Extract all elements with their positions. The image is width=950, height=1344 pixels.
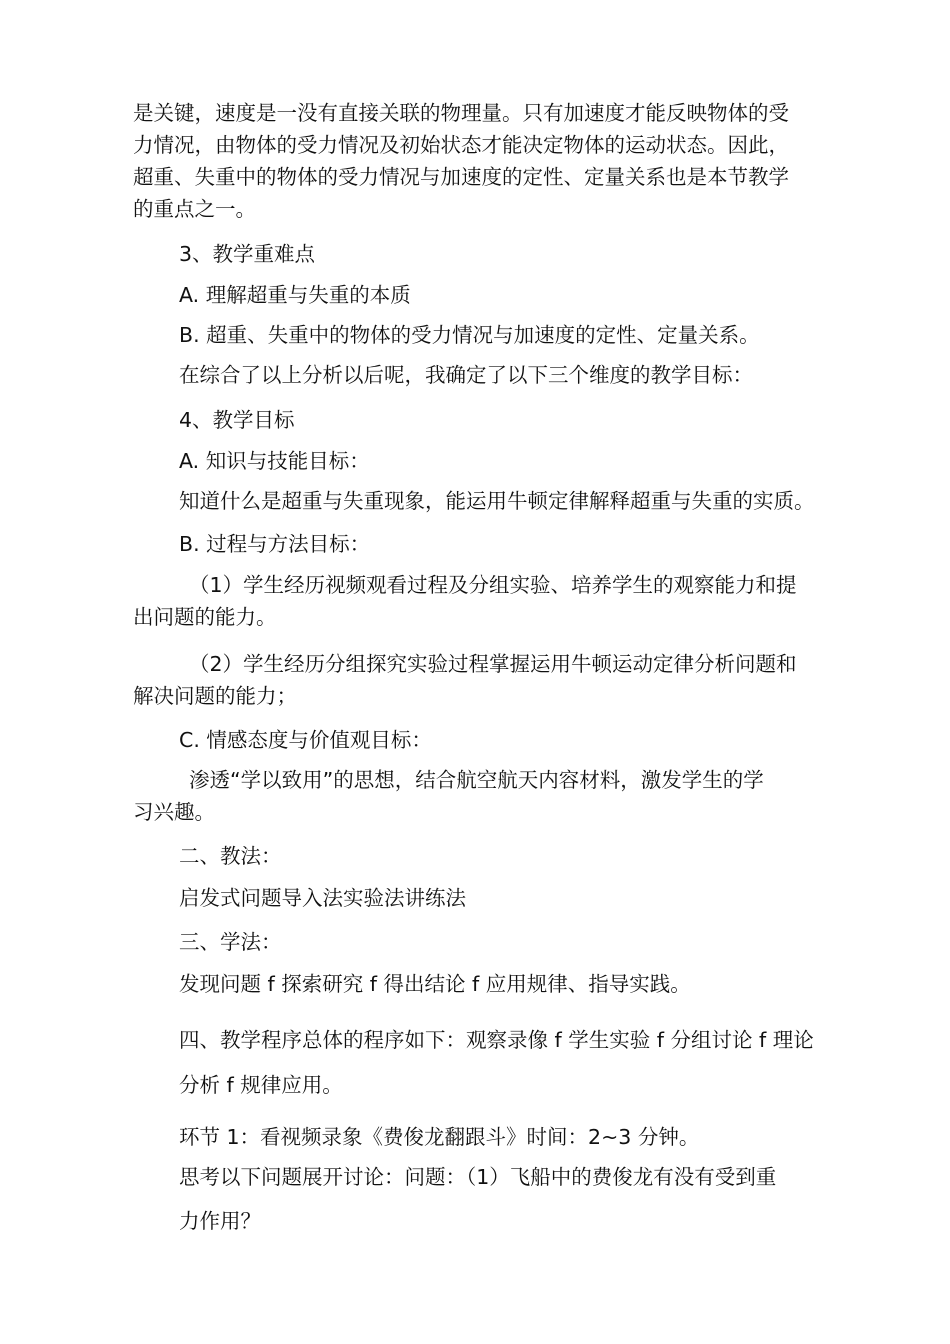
intro-line-4: 的重点之一。 xyxy=(133,197,256,221)
intro-line-1: 是关键，速度是一没有直接关联的物理量。只有加速度才能反映物体的受 xyxy=(133,101,789,125)
goal-c-line-2: 习兴趣。 xyxy=(133,800,215,824)
learning-method-heading: 三、学法： xyxy=(179,930,282,954)
difficulty-item-a: A. 理解超重与失重的本质 xyxy=(179,283,411,307)
goal-b-title: B. 过程与方法目标： xyxy=(179,532,371,556)
goal-a-text: 知道什么是超重与失重现象，能运用牛顿定律解释超重与失重的实质。 xyxy=(179,489,815,513)
procedure-line-2: 分析 f 规律应用。 xyxy=(179,1073,343,1097)
goal-b1-line-2: 出问题的能力。 xyxy=(133,605,277,629)
teaching-method-text: 启发式问题导入法实验法讲练法 xyxy=(179,886,466,910)
goal-b1-line-1: （1）学生经历视频观看过程及分组实验、培养学生的观察能力和提 xyxy=(189,573,797,597)
goal-c-line-1: 渗透“学以致用”的思想，结合航空航天内容材料，激发学生的学 xyxy=(189,768,764,792)
goal-a-title: A. 知识与技能目标： xyxy=(179,449,370,473)
goals-transition: 在综合了以上分析以后呢，我确定了以下三个维度的教学目标： xyxy=(179,363,753,387)
teaching-method-heading: 二、教法： xyxy=(179,844,282,868)
difficulty-item-b: B. 超重、失重中的物体的受力情况与加速度的定性、定量关系。 xyxy=(179,323,760,347)
goal-c-title: C. 情感态度与价值观目标： xyxy=(179,728,432,752)
procedure-question-line-2: 力作用？ xyxy=(179,1209,261,1233)
difficulty-heading: 3、教学重难点 xyxy=(179,242,316,266)
intro-line-3: 超重、失重中的物体的受力情况与加速度的定性、定量关系也是本节教学 xyxy=(133,165,789,189)
procedure-question-line-1: 思考以下问题展开讨论：问题：（1）飞船中的费俊龙有没有受到重 xyxy=(179,1165,777,1189)
goals-heading: 4、教学目标 xyxy=(179,408,295,432)
procedure-step-1: 环节 1：看视频录象《费俊龙翻跟斗》时间：2~3 分钟。 xyxy=(179,1125,700,1149)
procedure-line-1: 四、教学程序总体的程序如下：观察录像 f 学生实验 f 分组讨论 f 理论 xyxy=(179,1028,814,1052)
learning-method-text: 发现问题 f 探索研究 f 得出结论 f 应用规律、指导实践。 xyxy=(179,972,691,996)
goal-b2-line-1: （2）学生经历分组探究实验过程掌握运用牛顿运动定律分析问题和 xyxy=(189,652,797,676)
goal-b2-line-2: 解决问题的能力； xyxy=(133,684,297,708)
intro-line-2: 力情况，由物体的受力情况及初始状态才能决定物体的运动状态。因此， xyxy=(133,133,789,157)
